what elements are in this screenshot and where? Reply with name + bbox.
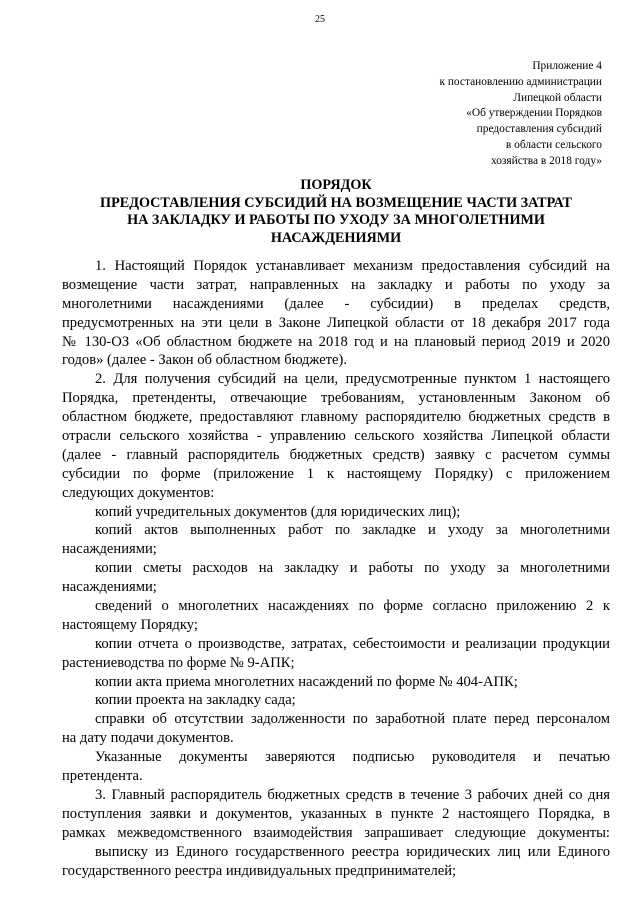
page-number: 25 xyxy=(315,14,325,25)
appendix-line: предоставления субсидий xyxy=(476,123,602,136)
body-line: копии отчета о производстве, затратах, себестоимости и реализации продукции xyxy=(95,635,610,652)
appendix-block xyxy=(302,59,602,170)
body-line: государственного реестра индивидуальных предпринимателей; xyxy=(62,862,457,879)
body-line: поступления заявки и документов, указанных в пункте 2 настоящего Порядка, в xyxy=(62,805,610,822)
body-line: 2. Для получения субсидий на цели, предусмотренные пунктом 1 настоящего xyxy=(95,371,610,388)
body-line: предусмотренных на эти цели в Законе Липецкой области от 18 декабря 2017 года xyxy=(62,314,610,331)
body-line: копии акта приема многолетних насаждений по форме № 404-АПК; xyxy=(95,673,518,690)
appendix-line: «Об утверждении Порядков xyxy=(466,107,602,120)
body-line: Порядка, претенденты, отвечающие требованиям, установленным Законом об xyxy=(62,390,610,407)
body-line: субсидии по форме (приложение 1 к настоящему Порядку) с приложением xyxy=(62,465,610,482)
body-line: насаждениями; xyxy=(62,541,157,558)
appendix-line: в области сельского xyxy=(505,138,602,151)
body-line: № 130-ОЗ «Об областном бюджете на 2018 год и на плановый период 2019 и 2020 xyxy=(62,333,610,350)
body-line: копии сметы расходов на закладку и работы по уходу за многолетними xyxy=(95,560,610,577)
appendix-line: хозяйства в 2018 году» xyxy=(490,154,602,167)
body-line: растениеводства по форме № 9-АПК; xyxy=(62,654,295,671)
body-line: 3. Главный распорядитель бюджетных средств в течение 3 рабочих дней со дня xyxy=(95,786,610,803)
body-line: отрасли сельского хозяйства - управлению сельского хозяйства Липецкой области xyxy=(62,428,610,445)
body-line: претендента. xyxy=(62,768,143,785)
appendix-line: Липецкой области xyxy=(513,91,602,104)
body-line: многолетними насаждениями (далее - субсидии) в пределах средств, xyxy=(62,295,610,312)
title-line: НАСАЖДЕНИЯМИ xyxy=(270,229,402,246)
body-line: Указанные документы заверяются подписью руководителя и печатью xyxy=(95,749,610,766)
body-line: настоящему Порядку; xyxy=(62,616,198,633)
document-title xyxy=(62,177,610,247)
body-line: 1. Настоящий Порядок устанавливает механизм предоставления субсидий на xyxy=(95,258,610,274)
body-line: следующих документов: xyxy=(62,484,215,501)
body-line: копий актов выполненных работ по закладке и уходу за многолетними xyxy=(95,522,610,539)
body-line: копии проекта на закладку сада; xyxy=(95,692,296,709)
body-line: копий учредительных документов (для юридических лиц); xyxy=(95,503,461,520)
body-line: возмещение части затрат, направленных на закладку и работы по уходу за xyxy=(62,276,610,293)
body-line: справки об отсутствии задолженности по заработной плате перед персоналом xyxy=(95,711,610,728)
appendix-line: Приложение 4 xyxy=(532,60,602,72)
document-body xyxy=(62,257,610,880)
body-line: на дату подачи документов. xyxy=(62,730,234,747)
body-line: (далее - главный распорядитель бюджетных средств) заявку с расчетом суммы xyxy=(62,446,610,463)
title-line: НА ЗАКЛАДКУ И РАБОТЫ ПО УХОДУ ЗА МНОГОЛЕТНИМИ xyxy=(127,212,545,229)
body-line: областном бюджете, предоставляют главному распорядителю бюджетных средств в xyxy=(62,409,610,426)
body-line: выписку из Единого государственного реестра юридических лиц или Единого xyxy=(95,843,610,860)
body-line: рамках межведомственного взаимодействия запрашивает следующие документы: xyxy=(62,824,610,841)
title-line: ПОРЯДОК xyxy=(300,177,372,193)
body-line: насаждениями; xyxy=(62,579,157,596)
title-line: ПРЕДОСТАВЛЕНИЯ СУБСИДИЙ НА ВОЗМЕЩЕНИЕ ЧАСТИ ЗАТРАТ xyxy=(100,194,572,211)
body-line: сведений о многолетних насаждениях по форме согласно приложению 2 к xyxy=(95,598,610,615)
appendix-line: к постановлению администрации xyxy=(439,75,602,88)
body-line: годов» (далее - Закон об областном бюджете). xyxy=(62,352,348,369)
